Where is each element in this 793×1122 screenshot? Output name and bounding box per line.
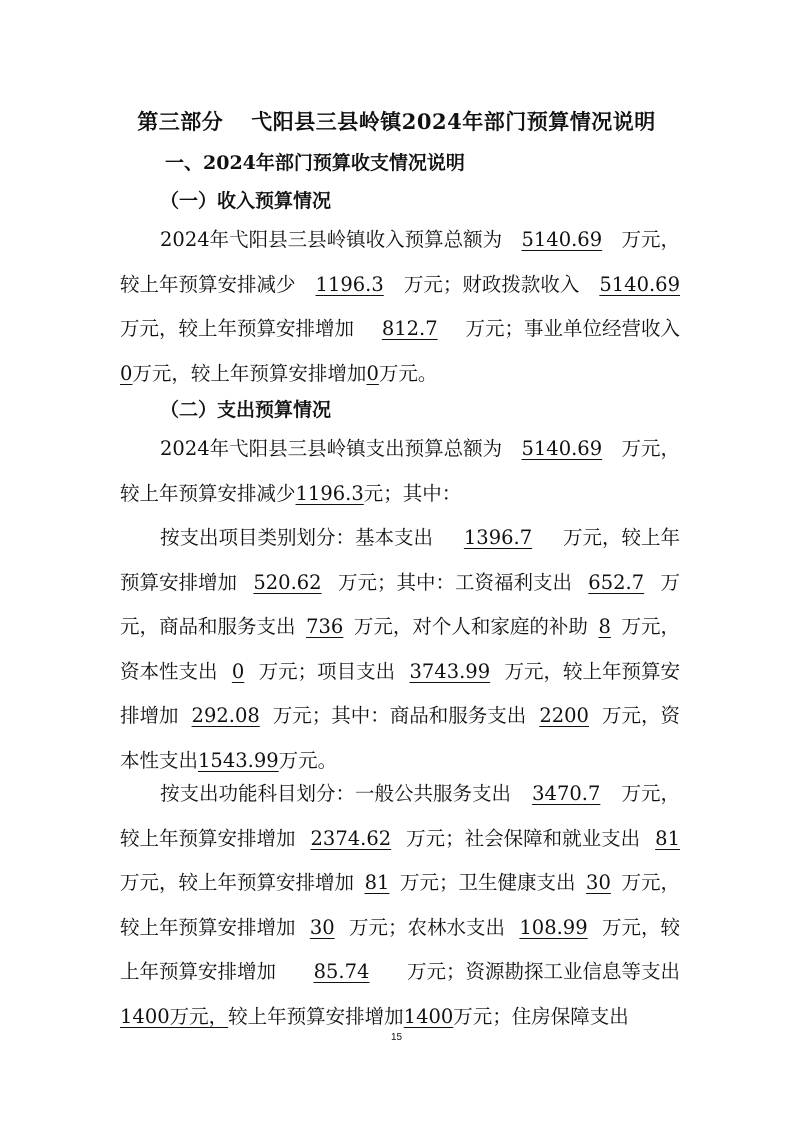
text-line: [120, 307, 680, 352]
text-segment: 万元，较上年预算安排增加: [132, 361, 367, 385]
text-line: [120, 561, 680, 606]
amount-value: 3470.7: [532, 782, 601, 805]
text-segment: 较上年预算安排增加: [228, 1004, 404, 1028]
text-segment: 排增加: [120, 704, 179, 727]
text-segment: 上年预算安排增加: [120, 960, 277, 983]
text-segment: 预算安排增加: [120, 570, 238, 594]
amount-value: 2200: [539, 704, 589, 727]
text-segment: 万元，对个人和家庭的补助: [353, 615, 588, 638]
text-segment: 万元；财政拨款收入: [403, 272, 580, 296]
paragraph-income: [120, 218, 680, 396]
text-line: [120, 694, 680, 739]
text-segment: 万元，: [621, 615, 680, 638]
page-number: 15: [390, 1032, 403, 1043]
title-text: 弋阳县三县岭镇2024年部门预算情况说明: [251, 109, 656, 134]
amount-value: 81: [364, 871, 390, 894]
text-line: [120, 516, 680, 561]
amount-value: 736: [306, 615, 344, 638]
amount-value: 5140.69: [521, 437, 603, 460]
text-segment: 2024年弋阳县三县岭镇收入预算总额为: [160, 228, 503, 251]
amount-value: 3743.99: [409, 659, 491, 683]
paragraph-expense-by-function: [120, 772, 680, 1039]
amount-value: 81: [655, 826, 680, 850]
text-segment: 元；其中：: [363, 481, 462, 505]
text-segment: 按支出项目类别划分：基本支出: [160, 526, 434, 549]
text-segment: 万元；其中：工资福利支出: [337, 570, 572, 594]
text-segment: 万元，较上年预算安: [504, 659, 680, 683]
title-part-label: 第三部分: [137, 109, 224, 134]
amount-value: 85.74: [313, 960, 370, 983]
text-segment: 较上年预算安排减少: [120, 272, 296, 296]
amount-value: 1196.3: [315, 272, 384, 296]
amount-value: 0: [366, 361, 379, 385]
amount-value: 108.99: [519, 915, 588, 939]
text-segment: 万元；其中：商品和服务支出: [272, 704, 527, 727]
text-line: [120, 861, 680, 906]
amount-value: 812.7: [381, 317, 438, 340]
text-line: [120, 352, 680, 397]
text-segment: 万元，较: [601, 915, 680, 939]
text-segment: 2024年弋阳县三县岭镇支出预算总额为: [160, 437, 503, 460]
text-line: [120, 605, 680, 650]
text-line: [120, 772, 680, 817]
text-segment: 万元；农林水支出: [349, 915, 506, 939]
amount-value: 1396.7: [463, 526, 533, 549]
text-segment: 较上年预算安排增加: [120, 826, 296, 850]
text-segment: 万元；资源勘探工业信息等支出: [406, 960, 680, 983]
text-line: [120, 218, 680, 263]
text-line: [120, 263, 680, 308]
text-segment: 较上年预算安排减少: [120, 481, 296, 505]
amount-value: 1400: [403, 1004, 454, 1028]
text-segment: 万元，: [621, 437, 680, 460]
section-heading: 一、2024年部门预算收支情况说明: [165, 152, 465, 174]
paragraph-expense-by-type: [120, 516, 680, 783]
text-segment: 万元，较上年预算安排增加: [120, 871, 355, 894]
text-segment: 万元。: [378, 361, 438, 385]
text-line: [120, 950, 680, 995]
text-segment: 万元；社会保障和就业支出: [406, 826, 641, 850]
page-title: [0, 106, 793, 136]
text-segment: 万元；住房保障支出: [453, 1004, 629, 1028]
subsection-heading-expense: （二）支出预算情况: [160, 399, 332, 421]
amount-value: 0: [120, 361, 133, 385]
text-segment: 本性支出: [120, 748, 199, 772]
text-segment: 万元，: [621, 228, 680, 251]
amount-value: 1196.3: [295, 481, 364, 505]
text-line: [120, 472, 680, 517]
amount-value: 30: [309, 915, 335, 939]
amount-value: 1543.99: [198, 748, 279, 772]
amount-value: 2374.62: [310, 826, 392, 850]
text-line: [120, 650, 680, 695]
text-segment: 万元，: [621, 871, 680, 894]
amount-value: 30: [586, 871, 611, 894]
text-segment: 万元；事业单位经营收入: [465, 317, 680, 340]
amount-value: 5140.69: [521, 228, 603, 251]
amount-value: 292.08: [191, 704, 260, 727]
text-segment: 万元；项目支出: [258, 659, 396, 683]
text-segment: 万元，较上年预算安排增加: [120, 317, 355, 340]
amount-value: 1400万元，: [120, 1004, 229, 1028]
amount-value: 0: [231, 659, 245, 683]
text-segment: 资本性支出: [120, 659, 218, 683]
subsection-heading-income: （一）收入预算情况: [160, 190, 332, 212]
text-segment: 万元，资: [601, 704, 680, 727]
text-line: [120, 427, 680, 472]
text-segment: 万元，较上年: [562, 526, 680, 549]
amount-value: 520.62: [253, 570, 322, 594]
text-segment: 万元。: [278, 748, 338, 772]
text-segment: 万: [660, 570, 680, 594]
text-segment: 较上年预算安排增加: [120, 915, 296, 939]
amount-value: 652.7: [588, 570, 645, 594]
text-segment: 按支出功能科目划分：一般公共服务支出: [160, 782, 512, 805]
paragraph-expense-total: [120, 427, 680, 516]
text-segment: 元，商品和服务支出: [120, 615, 296, 638]
amount-value: 8: [598, 615, 611, 638]
amount-value: 5140.69: [599, 272, 680, 296]
text-segment: 万元；卫生健康支出: [399, 871, 576, 894]
text-line: [120, 906, 680, 951]
text-segment: 万元，: [621, 782, 680, 805]
text-line: [120, 817, 680, 862]
